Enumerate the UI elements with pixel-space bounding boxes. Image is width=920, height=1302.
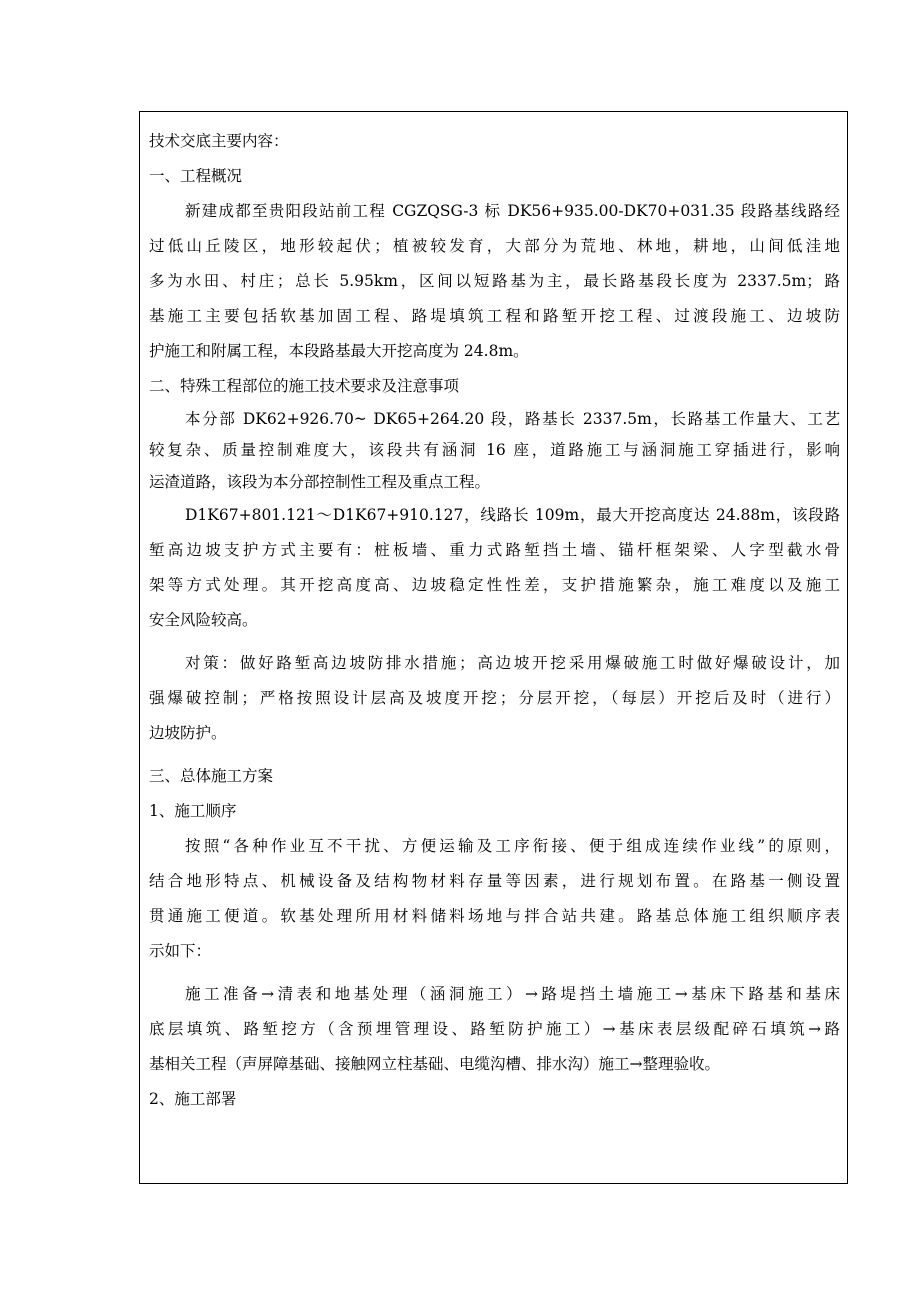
paragraph-line: 结合地形特点、机械设备及结构物材料存量等因素，进行规划布置。在路基一侧设置 — [149, 872, 840, 890]
paragraph-line: 对策：做好路堑高边坡防排水措施；高边坡开挖采用爆破施工时做好爆破设计，加 — [185, 654, 840, 672]
section-3-title: 三、总体施工方案 — [149, 767, 274, 785]
paragraph-line: 运渣道路，该段为本分部控制性工程及重点工程。 — [149, 473, 491, 491]
paragraph-line: 基相关工程（声屏障基础、接触网立柱基础、电缆沟槽、排水沟）施工→整理验收。 — [149, 1055, 720, 1073]
paragraph-line: 强爆破控制；严格按照设计层高及坡度开挖；分层开挖，（每层）开挖后及时（进行） — [149, 689, 840, 707]
paragraph-line: 基施工主要包括软基加固工程、路堤填筑工程和路堑开挖工程、过渡段施工、边坡防 — [149, 307, 840, 325]
paragraph-line: 施工准备→清表和地基处理（涵洞施工）→路堤挡土墙施工→基床下路基和基床 — [185, 985, 840, 1003]
paragraph-line: 堑高边坡支护方式主要有：桩板墙、重力式路堑挡土墙、锚杆框架梁、人字型截水骨 — [149, 541, 840, 559]
paragraph-line: 较复杂、质量控制难度大，该段共有涵洞 16 座，道路施工与涵洞施工穿插进行，影响 — [149, 441, 840, 459]
paragraph-line: D1K67+801.121～D1K67+910.127，线路长 109m，最大开挖高度达 24.88m，该段路 — [185, 506, 840, 524]
document-body — [149, 124, 840, 1117]
paragraph-line: 新建成都至贵阳段站前工程 CGZQSG-3 标 DK56+935.00-DK70+031.35 段路基线路经 — [185, 202, 840, 220]
paragraph-line: 多为水田、村庄；总长 5.95km，区间以短路基为主，最长路基段长度为 2337.5m；路 — [149, 272, 840, 290]
paragraph-line: 过低山丘陵区，地形较起伏；植被较发育，大部分为荒地、林地，耕地，山间低洼地 — [149, 237, 840, 255]
content-table-frame — [139, 111, 848, 1184]
paragraph-line: 护施工和附属工程，本段路基最大开挖高度为 24.8m。 — [149, 342, 529, 360]
paragraph-line: 架等方式处理。其开挖高度高、边坡稳定性性差，支护措施繁杂，施工难度以及施工 — [149, 576, 840, 594]
paragraph-line: 安全风险较高。 — [149, 611, 258, 629]
paragraph-line: 按照“各种作业互不干扰、方便运输及工序衔接、便于组成连续作业线”的原则， — [185, 837, 840, 855]
section-1-title: 一、工程概况 — [149, 167, 243, 185]
paragraph-line: 底层填筑、路堑挖方（含预埋管理设、路堑防护施工）→基床表层级配碎石填筑→路 — [149, 1020, 840, 1038]
doc-heading: 技术交底主要内容： — [149, 132, 289, 150]
paragraph-line: 示如下： — [149, 942, 212, 960]
paragraph-line: 贯通施工便道。软基处理所用材料储料场地与拌合站共建。路基总体施工组织顺序表 — [149, 907, 840, 925]
section-2-title: 二、特殊工程部位的施工技术要求及注意事项 — [149, 377, 460, 395]
paragraph-line: 边坡防护。 — [149, 724, 227, 742]
subsection-1-title: 1、施工顺序 — [149, 802, 237, 820]
subsection-2-title: 2、施工部署 — [149, 1090, 237, 1108]
paragraph-line: 本分部 DK62+926.70~ DK65+264.20 段，路基长 2337.5m，长路基工作量大、工艺 — [185, 410, 840, 428]
